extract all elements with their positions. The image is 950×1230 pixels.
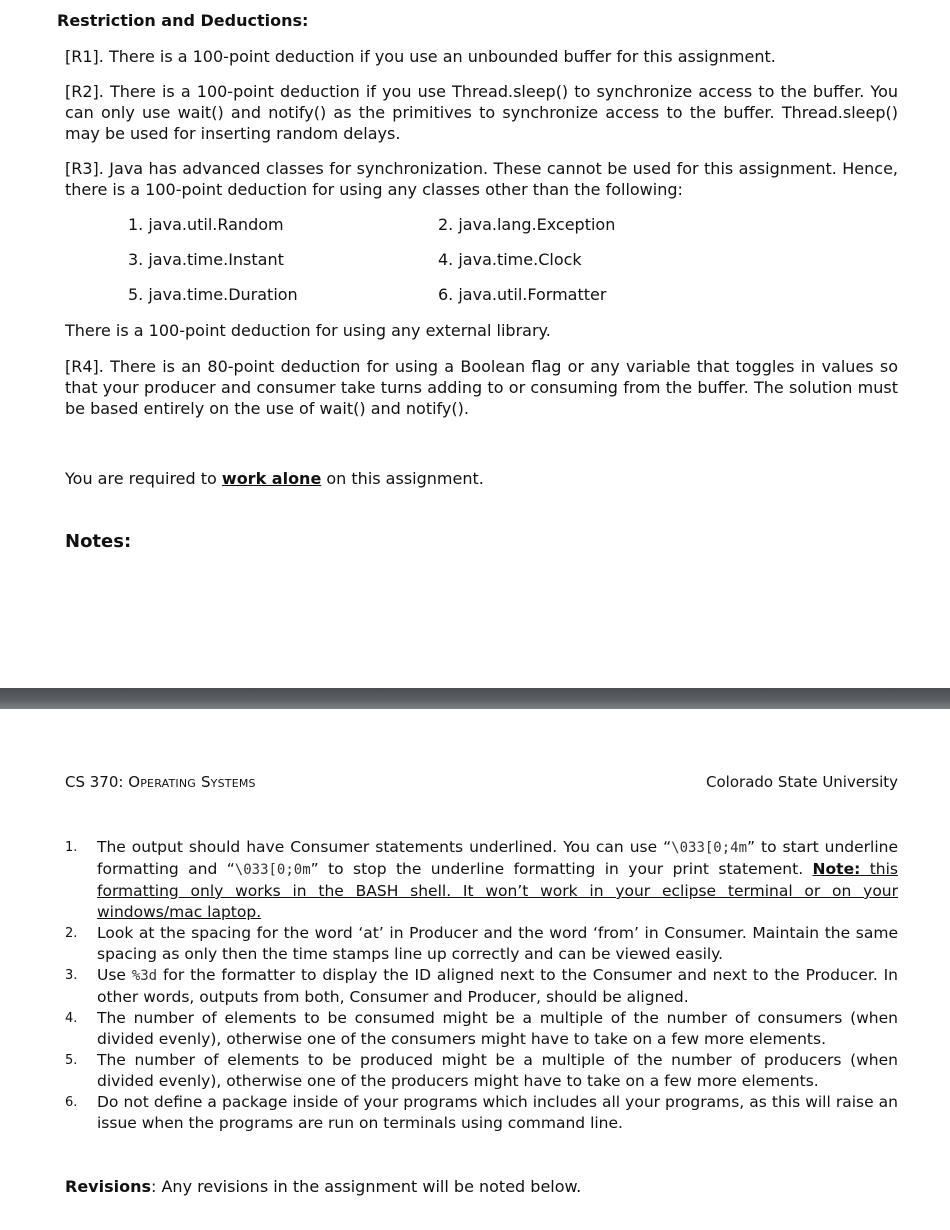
work-alone-statement <box>65 468 484 489</box>
formatter-code: %3d <box>131 968 158 984</box>
note-item <box>65 923 898 965</box>
note-item <box>65 1050 898 1092</box>
note-text-part: The output should have Consumer statements underlined. You can use “ <box>97 838 672 856</box>
university-name: Colorado State University <box>706 773 898 791</box>
external-library-note: There is a 100-point deduction for using any external library. <box>65 321 551 340</box>
course-title <box>65 773 256 791</box>
note-text <box>97 965 898 1008</box>
restriction-r4: [R4]. There is an 80-point deduction for using a Boolean flag or any variable that toggles in values so that your producer and consumer take turns adding to or consuming from the buffer. The solution must be based entirely on the use of wait() and notify(). <box>65 357 898 418</box>
underline-start-code: \033[0;4m <box>671 840 748 856</box>
notes-heading: Notes: <box>65 531 132 552</box>
page-divider <box>0 688 950 709</box>
course-prefix: CS 370: <box>65 773 129 791</box>
allowed-class-item: 2. java.lang.Exception <box>438 215 616 234</box>
note-text-part: ” to start underline formatting and “ <box>97 838 898 878</box>
note-number: 6. <box>65 1095 78 1110</box>
revisions-label: Revisions <box>65 1177 151 1196</box>
note-text <box>97 837 898 923</box>
note-number: 5. <box>65 1053 78 1068</box>
note-label: Note: <box>812 860 861 878</box>
note-number: 4. <box>65 1011 78 1026</box>
work-alone-before: You are required to <box>65 469 222 488</box>
restriction-r2: [R2]. There is a 100-point deduction if you use Thread.sleep() to synchronize access to the buffer. You can only use wait() and notify() as the primitives to synchronize access to the buffer. Thread.sleep() may be used for inserting random delays. <box>65 82 898 143</box>
note-text-part: Use <box>97 966 132 984</box>
note-text: Look at the spacing for the word ‘at’ in Producer and the word ‘from’ in Consumer. Maintain the same spacing as only then the time stamps line up correctly and can be viewed easily. <box>97 924 898 963</box>
allowed-class-item: 1. java.util.Random <box>128 215 284 234</box>
allowed-class-item: 4. java.time.Clock <box>438 250 582 269</box>
work-alone-after: on this assignment. <box>321 469 484 488</box>
note-item <box>65 1092 898 1134</box>
note-item <box>65 965 898 1008</box>
note-label-text: this formatting only works in the BASH shell. It won’t work in your eclipse terminal or on your windows/mac laptop. <box>97 860 898 921</box>
revisions-text: : Any revisions in the assignment will be noted below. <box>151 1177 582 1196</box>
note-number: 3. <box>65 968 78 983</box>
restrictions-heading: Restriction and Deductions: <box>57 11 309 30</box>
restriction-r1: [R1]. There is a 100-point deduction if you use an unbounded buffer for this assignment. <box>65 47 776 66</box>
allowed-class-item: 5. java.time.Duration <box>128 285 298 304</box>
allowed-class-item: 6. java.util.Formatter <box>438 285 607 304</box>
revisions-statement <box>65 1176 581 1197</box>
note-number: 2. <box>65 926 78 941</box>
notes-list <box>65 837 898 1134</box>
note-item <box>65 1008 898 1050</box>
note-text: The number of elements to be consumed might be a multiple of the number of consumers (when divided evenly), otherwise one of the consumers might have to take on a few more elements. <box>97 1009 898 1048</box>
note-text: The number of elements to be produced might be a multiple of the number of producers (when divided evenly), otherwise one of the producers might have to take on a few more elements. <box>97 1051 898 1090</box>
course-name: Operating Systems <box>128 773 256 791</box>
allowed-classes-list <box>128 214 748 319</box>
note-text-part: for the formatter to display the ID aligned next to the Consumer and next to the Producer. In other words, outputs from both, Consumer and Producer, should be aligned. <box>97 966 898 1006</box>
note-number: 1. <box>65 840 78 855</box>
restriction-r3: [R3]. Java has advanced classes for synchronization. These cannot be used for this assignment. Hence, there is a 100-point deduction for using any classes other than the following: <box>65 159 898 199</box>
work-alone-emphasis: work alone <box>221 469 322 488</box>
allowed-class-item: 3. java.time.Instant <box>128 250 284 269</box>
note-item <box>65 837 898 923</box>
underline-stop-code: \033[0;0m <box>234 862 311 878</box>
note-text-part: ” to stop the underline formatting in your print statement. <box>310 860 813 878</box>
note-text: Do not define a package inside of your programs which includes all your programs, as this will raise an issue when the programs are run on terminals using command line. <box>97 1093 898 1132</box>
